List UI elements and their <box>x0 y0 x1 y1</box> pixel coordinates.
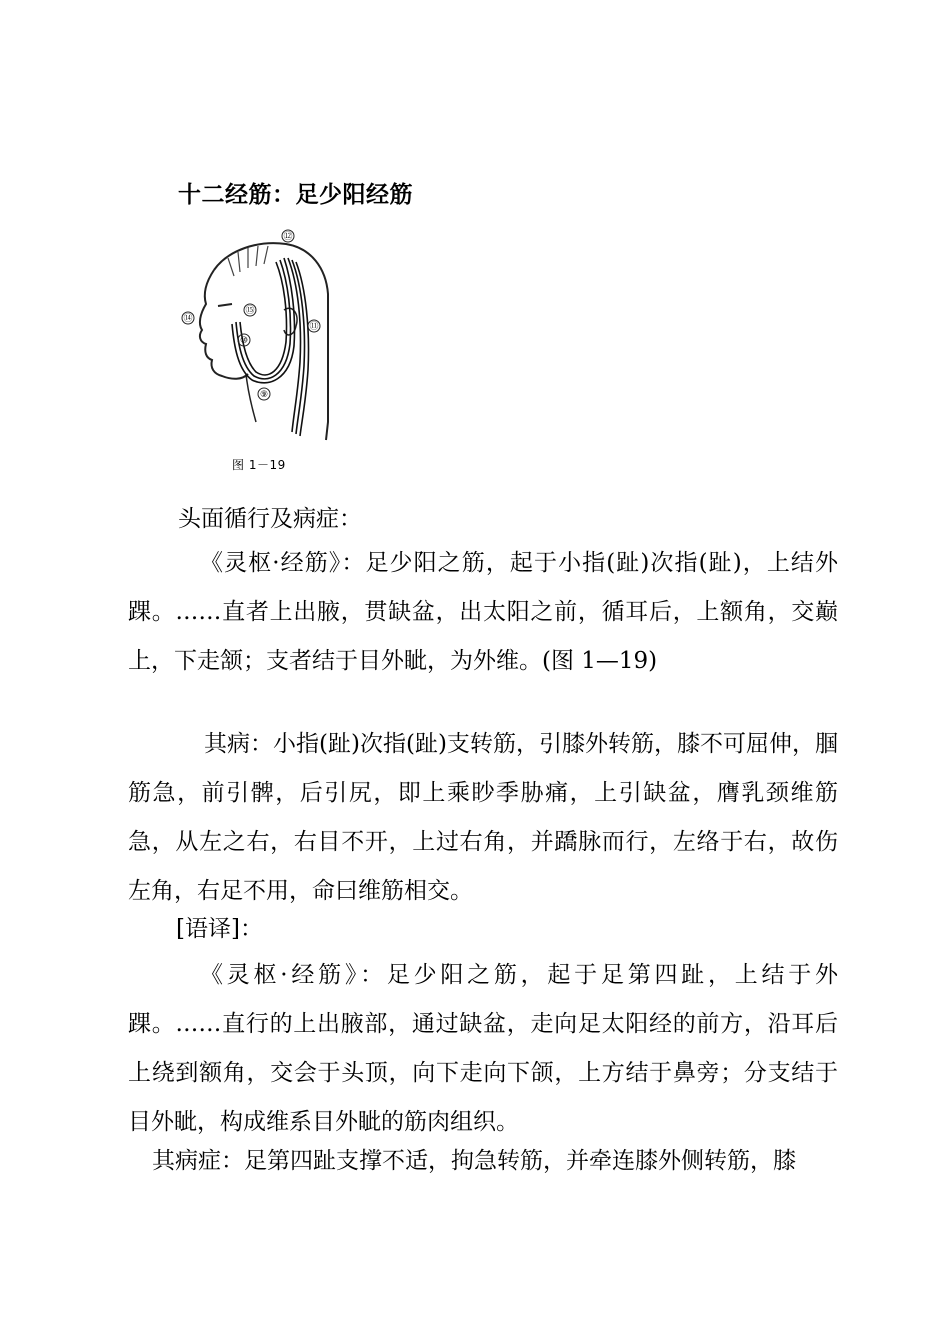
paragraph-disease: 其病：小指(趾)次指(趾)支转筋，引膝外转筋，膝不可屈伸，腘筋急，前引髀，后引尻，即上乘眇季胁痛，上引缺盆，膺乳颈维筋急，从左之右，右目不开，上过右角，并蹻脉而行，左络于右，故伤左角，右足不用，命曰维筋相交。 <box>128 731 838 904</box>
paragraph-disease-translation: 其病症：足第四趾支撑不适，拘急转筋，并牵连膝外侧转筋，膝 <box>152 1148 796 1174</box>
marker-9: ⑨ <box>259 390 269 400</box>
tendon-bands <box>232 258 309 436</box>
head-diagram <box>176 222 346 452</box>
section-heading: 十二经筋：足少阳经筋 <box>178 182 413 208</box>
hair-strokes <box>228 246 268 276</box>
marker-15: ⑮ <box>245 306 255 316</box>
marker-11: ⑪ <box>309 322 319 332</box>
marker-14: ⑭ <box>183 314 193 324</box>
translation-label: [语译]： <box>176 916 263 942</box>
section-label: 头面循行及病症： <box>178 506 362 532</box>
paragraph-original-text: 《灵枢·经筋》：足少阳之筋，起于小指(趾)次指(趾)，上结外踝。……直者上出腋，贯缺盆，出太阳之前，循耳后，上额角，交巅上，下走颔；支者结于目外眦，为外维。(图 1—19) <box>128 550 838 674</box>
figure-caption: 图 1－19 <box>232 458 286 472</box>
paragraph-translation: 《灵枢·经筋》：足少阳之筋，起于足第四趾，上结于外踝。……直行的上出腋部，通过缺盆，走向足太阳经的前方，沿耳后上绕到额角，交会于头顶，向下走向下颌，上方结于鼻旁；分支结于目外眦，构成维系目外眦的筋肉组织。 <box>128 962 838 1135</box>
marker-12: ⑫ <box>283 232 293 242</box>
marker-10: ⑩ <box>239 336 249 346</box>
meridian-figure <box>176 222 346 452</box>
eye-mark <box>218 304 232 306</box>
head-outline <box>214 243 328 440</box>
